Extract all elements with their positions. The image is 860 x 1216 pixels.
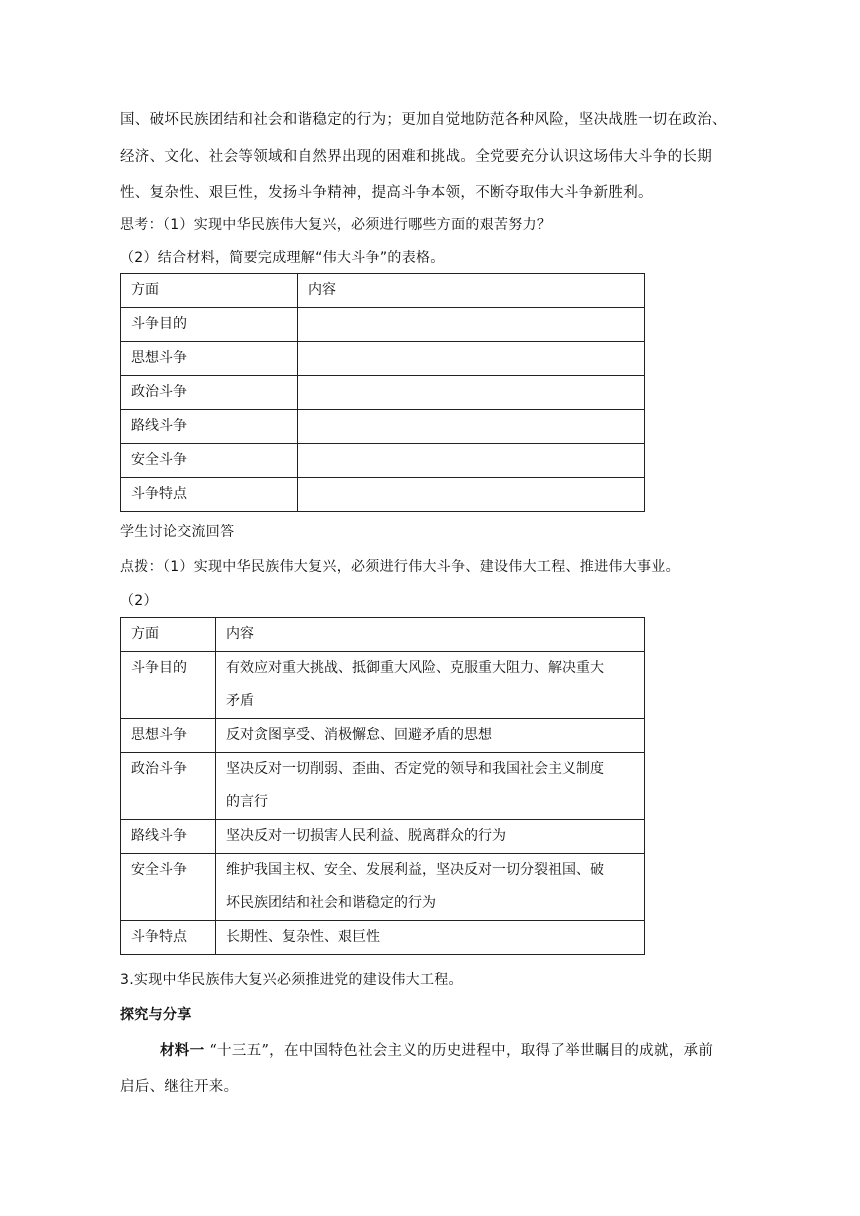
hint-answer-1: 点拨：（1）实现中华民族伟大复兴，必须进行伟大斗争、建设伟大工程、推进伟大事业。 bbox=[120, 559, 680, 575]
row-content-blank bbox=[298, 478, 645, 512]
row-content-blank bbox=[298, 342, 645, 376]
row-aspect: 斗争目的 bbox=[121, 652, 216, 719]
row-aspect: 思想斗争 bbox=[121, 719, 216, 753]
material-text-1: “十三五”，在中国特色社会主义的历史进程中，取得了举世瞩目的成就，承前 bbox=[209, 1043, 714, 1059]
hint-answer-2-label: （2） bbox=[120, 593, 158, 609]
table-row bbox=[121, 652, 645, 719]
student-discussion: 学生讨论交流回答 bbox=[120, 524, 235, 540]
table-row bbox=[121, 921, 645, 955]
material-label: 材料一 bbox=[160, 1042, 205, 1059]
row-aspect: 安全斗争 bbox=[121, 854, 216, 921]
table-row bbox=[121, 719, 645, 753]
table-header-row bbox=[121, 618, 645, 652]
row-content-blank bbox=[298, 444, 645, 478]
header-aspect: 方面 bbox=[121, 274, 298, 308]
table-row bbox=[121, 478, 645, 512]
row-content-line: 坚决反对一切损害人民利益、脱离群众的行为 bbox=[226, 828, 506, 844]
row-content-line: 反对贪图享受、消极懈怠、回避矛盾的思想 bbox=[226, 727, 492, 743]
row-aspect: 斗争特点 bbox=[121, 921, 216, 955]
intro-line-3: 性、复杂性、艰巨性，发扬斗争精神，提高斗争本领，不断夺取伟大斗争新胜利。 bbox=[120, 185, 653, 201]
answer-struggle-table bbox=[120, 617, 645, 955]
point-3: 3.实现中华民族伟大复兴必须推进党的建设伟大工程。 bbox=[120, 972, 463, 988]
row-aspect: 政治斗争 bbox=[121, 753, 216, 820]
row-content bbox=[216, 820, 645, 854]
row-content-line: 坏民族团结和社会和谐稳定的行为 bbox=[226, 895, 436, 911]
row-aspect: 斗争目的 bbox=[121, 308, 298, 342]
table-header-row bbox=[121, 274, 645, 308]
row-content bbox=[216, 854, 645, 921]
row-content-line: 矛盾 bbox=[226, 693, 254, 709]
table-row bbox=[121, 308, 645, 342]
blank-struggle-table bbox=[120, 273, 645, 512]
table-row bbox=[121, 342, 645, 376]
think-question-1: 思考：（1）实现中华民族伟大复兴，必须进行哪些方面的艰苦努力？ bbox=[120, 217, 552, 233]
table-row bbox=[121, 854, 645, 921]
row-content-blank bbox=[298, 308, 645, 342]
row-content bbox=[216, 921, 645, 955]
intro-line-1: 国、破坏民族团结和社会和谐稳定的行为；更加自觉地防范各种风险，坚决战胜一切在政治、 bbox=[120, 112, 727, 128]
table-row bbox=[121, 820, 645, 854]
row-aspect: 斗争特点 bbox=[121, 478, 298, 512]
row-content-line: 坚决反对一切削弱、歪曲、否定党的领导和我国社会主义制度 bbox=[226, 761, 604, 777]
row-content-line: 长期性、复杂性、艰巨性 bbox=[226, 929, 380, 945]
table-row bbox=[121, 376, 645, 410]
row-content-line: 的言行 bbox=[226, 794, 268, 810]
row-content-blank bbox=[298, 410, 645, 444]
row-aspect: 路线斗争 bbox=[121, 410, 298, 444]
row-content-blank bbox=[298, 376, 645, 410]
header-content: 内容 bbox=[298, 274, 645, 308]
row-aspect: 安全斗争 bbox=[121, 444, 298, 478]
row-content-line: 维护我国主权、安全、发展利益，坚决反对一切分裂祖国、破 bbox=[226, 862, 604, 878]
material-one-line-2: 启后、继往开来。 bbox=[120, 1079, 239, 1095]
row-aspect: 政治斗争 bbox=[121, 376, 298, 410]
table-row bbox=[121, 753, 645, 820]
table-row bbox=[121, 444, 645, 478]
material-one-line-1 bbox=[160, 1039, 713, 1060]
row-aspect: 路线斗争 bbox=[121, 820, 216, 854]
row-content bbox=[216, 719, 645, 753]
row-content-line: 有效应对重大挑战、抵御重大风险、克服重大阻力、解决重大 bbox=[226, 660, 604, 676]
think-question-2: （2）结合材料，简要完成理解“伟大斗争”的表格。 bbox=[120, 250, 445, 266]
row-content bbox=[216, 652, 645, 719]
row-aspect: 思想斗争 bbox=[121, 342, 298, 376]
table-row bbox=[121, 410, 645, 444]
header-content: 内容 bbox=[216, 618, 645, 652]
header-aspect: 方面 bbox=[121, 618, 216, 652]
row-content bbox=[216, 753, 645, 820]
section-title: 探究与分享 bbox=[120, 1007, 192, 1023]
intro-line-2: 经济、文化、社会等领域和自然界出现的困难和挑战。全党要充分认识这场伟大斗争的长期 bbox=[120, 149, 712, 165]
